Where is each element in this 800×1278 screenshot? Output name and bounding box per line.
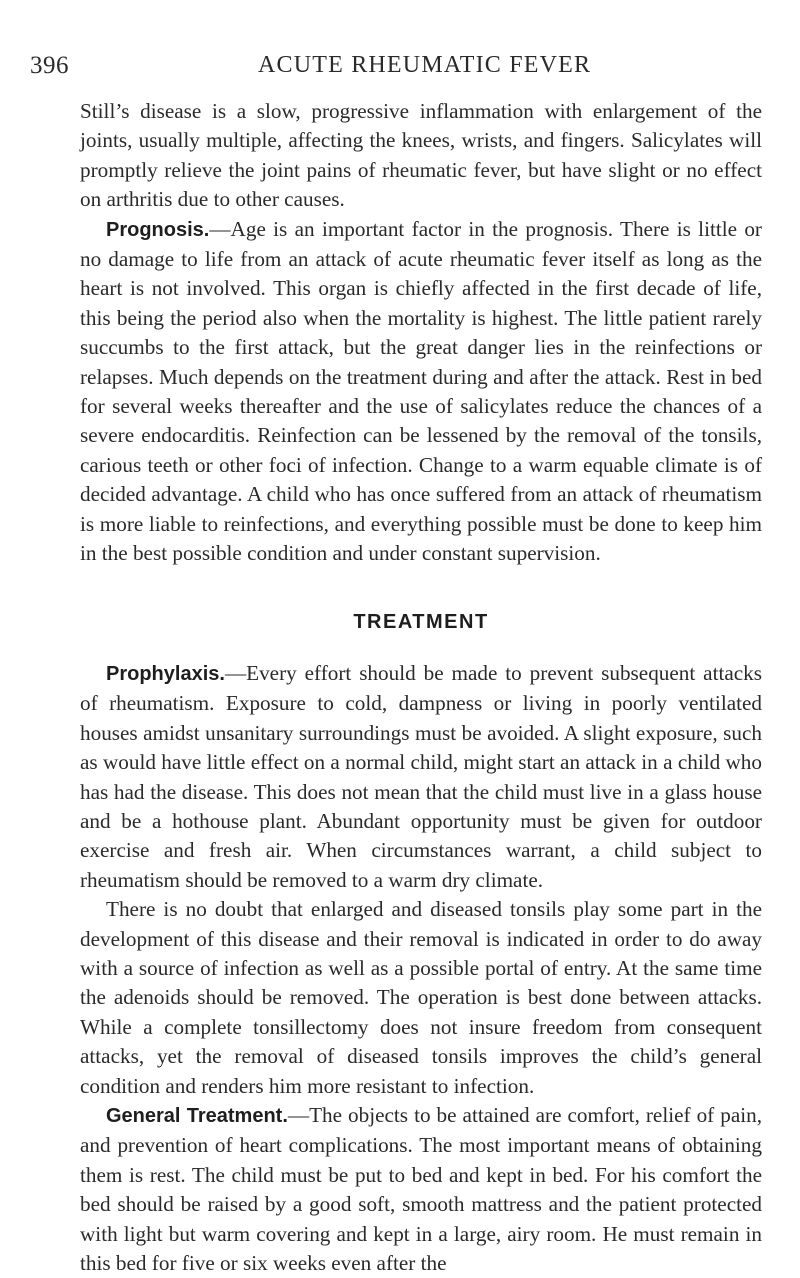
prognosis-text: —Age is an important factor in the prognosis. There is little or no damage to life from an attack of acute rheumatic fever itself as long as the heart is not involved. This organ is chiefly affected in the first decade of life, this being the period also when the mortality is highest. The little patient rarely succumbs to the first attack, but the great danger lies in the reinfections or relapses. Much depends on the treatment during and after the attack. Rest in bed for several weeks thereafter and the use of salicylates reduce the chances of a severe endocarditis. Reinfection can be lessened by the removal of the tonsils, carious teeth or other foci of infection. Change to a warm equable climate is of decided advantage. A child who has once suffered from an attack of rheumatism is more liable to reinfections, and everything possible must be done to keep him in the best possible condition and under constant supervision.: [80, 216, 762, 566]
prognosis-heading: Prognosis.: [106, 218, 210, 241]
paragraph-prophylaxis: [80, 659, 762, 895]
paragraph-tonsils: There is no doubt that enlarged and diseased tonsils play some part in the development of this disease and their removal is indicated in order to do away with a source of infection as well as a possible portal of entry. At the same time the adenoids should be removed. The operation is best done between attacks. While a complete tonsillectomy does not insure freedom from consequent attacks, yet the removal of diseased tonsils improves the child’s general condition and renders him more resistant to infection.: [80, 897, 762, 1098]
treatment-heading: TREATMENT: [353, 610, 489, 633]
paragraph-general-treatment: [80, 1101, 762, 1278]
page-number: 396: [30, 52, 69, 79]
general-treatment-text: —The objects to be attained are comfort, relief of pain, and prevention of heart complications. The most important means of obtaining them is rest. The child must be put to bed and kept in bed. For his comfort the bed should be raised by a good soft, smooth mattress and the patient protected with light but warm covering and kept in a large, airy room. He must remain in this bed for five or six weeks even after the: [80, 1103, 763, 1276]
page-header: [30, 52, 760, 86]
paragraph-stills-disease: Still’s disease is a slow, progressive inflammation with enlargement of the joints, usually multiple, affecting the knees, wrists, and fingers. Salicylates will promptly relieve the joint pains of rheumatic fever, but have slight or no effect on arthritis due to other causes.: [80, 99, 762, 212]
general-treatment-heading: General Treatment.: [106, 1105, 288, 1127]
prophylaxis-text: —Every effort should be made to prevent subsequent attacks of rheumatism. Exposure to cold, dampness or living in poorly ventilated houses amidst unsanitary surroundings must be avoided. A slight exposure, such as would have little effect on a normal child, might start an attack in a child who has had the disease. This does not mean that the child must live in a glass house and be a hothouse plant. Abundant opportunity must be given for outdoor exercise and fresh air. When circumstances warrant, a child subject to rheumatism should be removed to a warm dry climate.: [80, 660, 762, 892]
running-head: ACUTE RHEUMATIC FEVER: [258, 52, 592, 78]
body-text: [80, 97, 762, 1278]
paragraph-prognosis: [80, 215, 762, 569]
prophylaxis-heading: Prophylaxis.: [106, 662, 225, 685]
